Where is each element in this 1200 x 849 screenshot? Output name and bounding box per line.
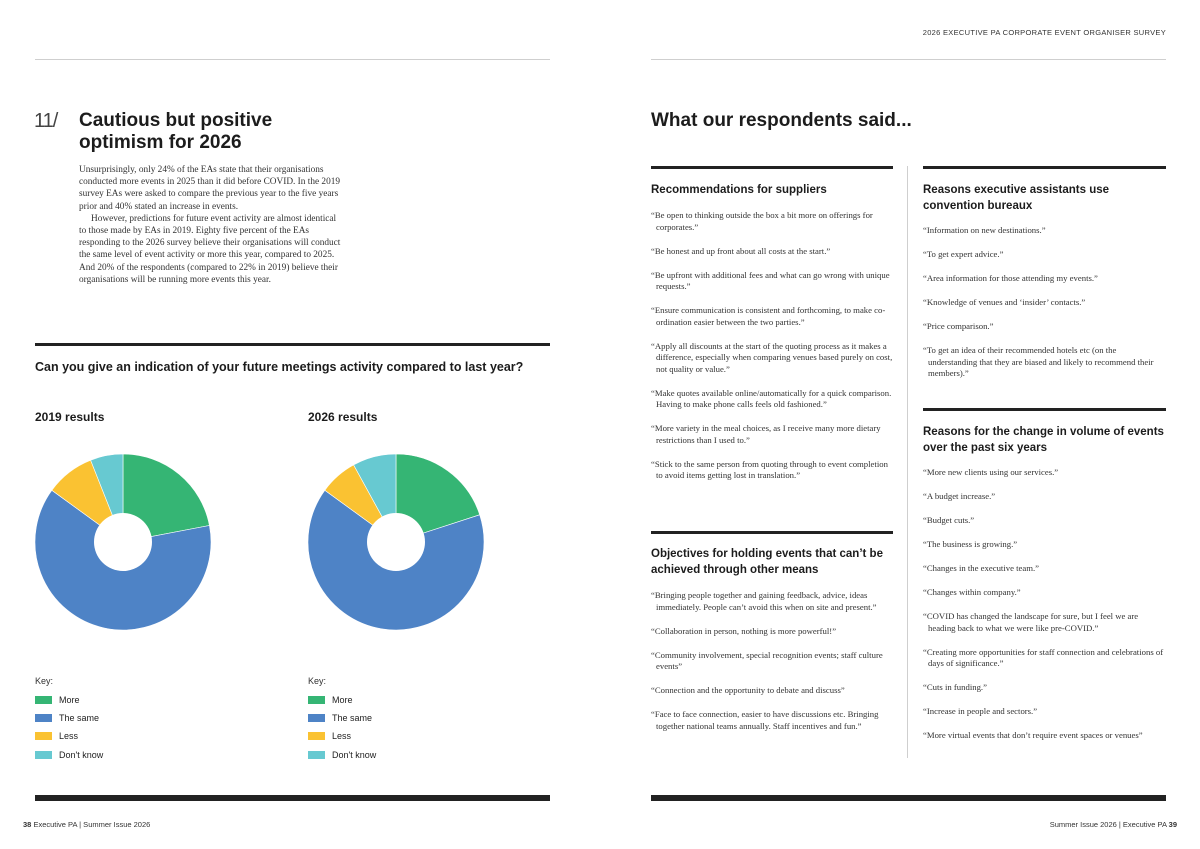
quote: “Ensure communication is consistent and forthcoming, to make co-ordination easier between the two parties.” bbox=[651, 305, 886, 327]
quote: “To get expert advice.” bbox=[923, 249, 1004, 259]
legend-label: More bbox=[332, 695, 353, 705]
question-rule bbox=[35, 343, 550, 346]
quote: “Area information for those attending my events.” bbox=[923, 273, 1098, 283]
legend-label: The same bbox=[332, 713, 373, 723]
quote: “More variety in the meal choices, as I receive many more dietary restrictions than I used to.” bbox=[651, 423, 881, 445]
survey-header: 2026 EXECUTIVE PA CORPORATE EVENT ORGANISER SURVEY bbox=[922, 28, 1166, 37]
bureaux-rule bbox=[923, 166, 1166, 169]
quote: “The business is growing.” bbox=[923, 539, 1018, 549]
respondents-title: What our respondents said... bbox=[651, 110, 912, 131]
quote: “A budget increase.” bbox=[923, 491, 996, 501]
legend-item-the-same bbox=[35, 713, 99, 723]
legend-item-less bbox=[35, 731, 78, 741]
chart-question: Can you give an indication of your future meetings activity compared to last year? bbox=[35, 360, 524, 374]
intro-paragraph-1: Unsurprisingly, only 24% of the EAs state that their organisations conducted more events in 2025 than it did before COVID. In the 2019 survey EAs were asked to compare the previous year to the five years prior and 40% stated an increase in events. bbox=[79, 165, 341, 212]
legend-swatch bbox=[308, 696, 325, 704]
legend-swatch bbox=[35, 751, 52, 759]
legend-label: The same bbox=[59, 713, 100, 723]
recommendations-heading: Recommendations for suppliers bbox=[651, 184, 827, 196]
quote: “More virtual events that don’t require event spaces or venues” bbox=[923, 730, 1143, 740]
chart-title-2026: 2026 results bbox=[308, 410, 378, 424]
legend-swatch bbox=[35, 732, 52, 740]
column-divider bbox=[907, 166, 908, 758]
quote: “Information on new destinations.” bbox=[923, 225, 1046, 235]
quote: “Be honest and up front about all costs at the start.” bbox=[651, 245, 831, 256]
quote: “Knowledge of venues and ‘insider’ contacts.” bbox=[923, 297, 1086, 307]
quote: “Stick to the same person from quoting through to event completion to avoid items getting lost in translation.” bbox=[651, 458, 888, 480]
legend-label: Less bbox=[59, 731, 79, 741]
quote: “Community involvement, special recognition events; staff culture events” bbox=[651, 649, 883, 671]
donut-hole bbox=[367, 513, 425, 571]
bottom-rule-right bbox=[651, 795, 1166, 801]
legend-label: More bbox=[59, 695, 80, 705]
legend-item-more bbox=[308, 695, 353, 705]
chart-title-2019: 2019 results bbox=[35, 410, 105, 424]
footer-left bbox=[23, 820, 150, 829]
volume-quotes bbox=[923, 467, 1166, 754]
page-number-left: 38 bbox=[23, 820, 32, 829]
recommendations-quotes bbox=[651, 210, 893, 494]
quote: “To get an idea of their recommended hotels etc (on the understanding that they are biased and likely to recommend their members).” bbox=[923, 345, 1154, 378]
quote: “Bringing people together and gaining feedback, advice, ideas immediately. People can’t avoid this when on site and present.” bbox=[651, 590, 877, 612]
legend-label: Don't know bbox=[332, 750, 377, 760]
quote: “Increase in people and sectors.” bbox=[923, 706, 1038, 716]
legend-swatch bbox=[35, 696, 52, 704]
recommendations-rule bbox=[651, 166, 893, 169]
donut-chart-2019 bbox=[34, 453, 212, 631]
quote: “Be upfront with additional fees and what can go wrong with unique requests.” bbox=[651, 269, 890, 291]
quote: “Price comparison.” bbox=[923, 321, 994, 331]
legend-item-less bbox=[308, 731, 351, 741]
section-title: Cautious but positive optimism for 2026 bbox=[79, 110, 273, 153]
volume-heading: Reasons for the change in volume of events over the past six years bbox=[923, 426, 1164, 454]
quote: “Collaboration in person, nothing is more powerful!” bbox=[651, 625, 837, 636]
quote: “Make quotes available online/automatically for a quick comparison. Having to make phone calls feels old fashioned.” bbox=[651, 387, 892, 409]
donut-hole bbox=[94, 513, 152, 571]
footer-publication-right: Summer Issue 2026 | Executive PA bbox=[1049, 820, 1167, 829]
legend-swatch bbox=[308, 732, 325, 740]
legend-item-the-same bbox=[308, 713, 372, 723]
top-rule-left bbox=[35, 59, 550, 60]
intro-text bbox=[79, 164, 341, 286]
bureaux-quotes bbox=[923, 225, 1166, 392]
legend-item-more bbox=[35, 695, 80, 705]
quote: “Be open to thinking outside the box a bit more on offerings for corporates.” bbox=[651, 210, 873, 232]
legend-item-dont-know bbox=[308, 750, 376, 760]
footer-publication-left: Executive PA | Summer Issue 2026 bbox=[33, 820, 151, 829]
quote: “Apply all discounts at the start of the quoting process as it makes a difference, especially when comparing venues based purely on cost, not quality or value.” bbox=[651, 340, 893, 374]
donut-chart-2026 bbox=[307, 453, 485, 631]
quote: “Budget cuts.” bbox=[923, 515, 975, 525]
quote: “Creating more opportunities for staff connection and celebrations of days of significance.” bbox=[923, 646, 1164, 668]
bottom-rule-left bbox=[35, 795, 550, 801]
legend-label: Don't know bbox=[59, 750, 104, 760]
key-label-2019: Key: bbox=[35, 676, 54, 686]
bureaux-heading: Reasons executive assistants use convention bureaux bbox=[923, 184, 1110, 212]
quote: “COVID has changed the landscape for sure, but I feel we are heading back to what we were like pre-COVID.” bbox=[923, 611, 1139, 633]
quote: “Connection and the opportunity to debate and discuss” bbox=[651, 685, 845, 695]
objectives-rule bbox=[651, 531, 893, 534]
quote: “Changes in the executive team.” bbox=[923, 563, 1040, 573]
objectives-heading: Objectives for holding events that can’t be achieved through other means bbox=[651, 548, 883, 576]
objectives-quotes bbox=[651, 590, 893, 745]
top-rule-right bbox=[651, 59, 1166, 60]
legend-swatch bbox=[35, 714, 52, 722]
section-number: 11/ bbox=[34, 110, 58, 132]
legend-swatch bbox=[308, 751, 325, 759]
page-number-right: 39 bbox=[1168, 820, 1177, 829]
quote: “More new clients using our services.” bbox=[923, 467, 1059, 477]
quote: “Face to face connection, easier to have discussions etc. Bringing together national teams annually. Staff incentives and fun.” bbox=[651, 709, 879, 731]
legend-item-dont-know bbox=[35, 750, 103, 760]
intro-paragraph-2: However, predictions for future event activity are almost identical to those made by EAs in 2019. Eighty five percent of the EAs responding to the 2026 survey believe their organisations will conduct the same level of event activity or more this year, compared to 2025. And 20% of the respondents (compared to 22% in 2019) believe their organisations will be running more events this year. bbox=[79, 213, 341, 285]
legend-swatch bbox=[308, 714, 325, 722]
volume-rule bbox=[923, 408, 1166, 411]
quote: “Cuts in funding.” bbox=[923, 682, 987, 692]
footer-right bbox=[1050, 820, 1177, 829]
quote: “Changes within company.” bbox=[923, 587, 1021, 597]
key-label-2026: Key: bbox=[308, 676, 327, 686]
legend-label: Less bbox=[332, 731, 352, 741]
